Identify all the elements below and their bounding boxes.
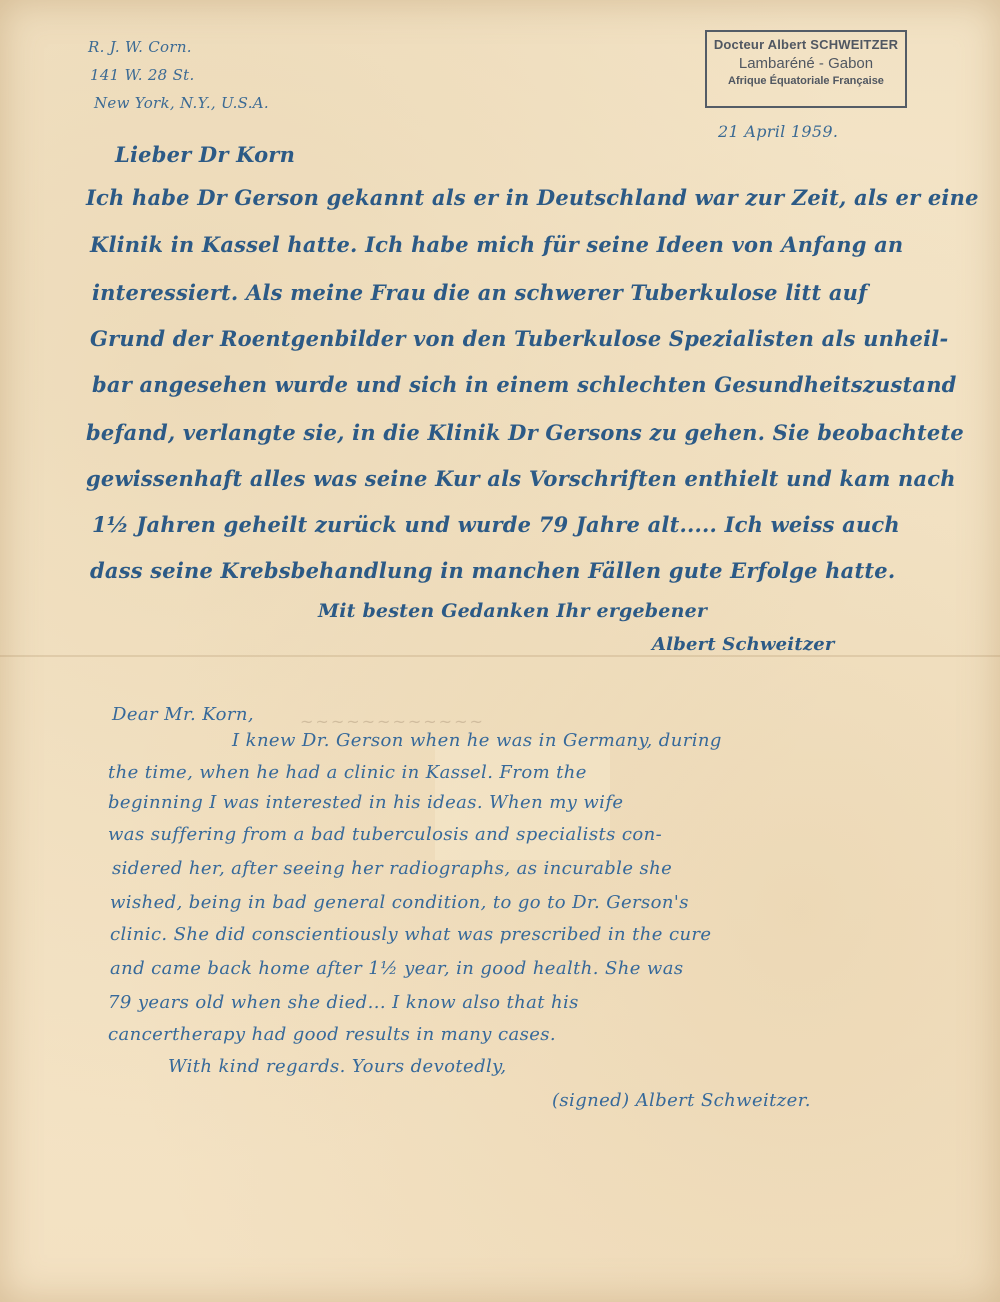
stamp-line2: Lambaréné - Gabon bbox=[738, 55, 874, 72]
english-line-9: 79 years old when she died... I know also that his bbox=[108, 992, 579, 1013]
schweitzer-stamp bbox=[705, 30, 907, 108]
letter-date: 21 April 1959. bbox=[718, 122, 839, 141]
german-signature: Albert Schweitzer bbox=[652, 634, 835, 655]
english-line-2: the time, when he had a clinic in Kassel. From the bbox=[108, 762, 587, 783]
english-line-6: wished, being in bad general condition, to go to Dr. Gerson's bbox=[110, 892, 689, 913]
german-line-1: Ich habe Dr Gerson gekannt als er in Deutschland war zur Zeit, als er eine bbox=[86, 185, 979, 210]
german-line-2: Klinik in Kassel hatte. Ich habe mich für seine Ideen von Anfang an bbox=[90, 232, 904, 257]
sender-address-line3: New York, N.Y., U.S.A. bbox=[94, 94, 269, 112]
sender-address-line2: 141 W. 28 St. bbox=[90, 66, 195, 84]
german-line-4: Grund der Roentgenbilder von den Tuberkulose Spezialisten als unheil- bbox=[90, 326, 949, 351]
english-line-4: was suffering from a bad tuberculosis and specialists con- bbox=[108, 824, 663, 845]
english-salutation: Dear Mr. Korn, bbox=[112, 704, 254, 725]
german-salutation: Lieber Dr Korn bbox=[115, 142, 296, 167]
english-signature: (signed) Albert Schweitzer. bbox=[552, 1090, 811, 1111]
english-closing: With kind regards. Yours devotedly, bbox=[168, 1056, 507, 1077]
german-line-7: gewissenhaft alles was seine Kur als Vorschriften enthielt und kam nach bbox=[86, 466, 956, 491]
german-line-9: dass seine Krebsbehandlung in manchen Fällen gute Erfolge hatte. bbox=[90, 558, 896, 583]
stamp-line3: Afrique Équatoriale Française bbox=[728, 75, 884, 87]
german-closing: Mit besten Gedanken Ihr ergebener bbox=[318, 600, 708, 622]
paper-fold-line bbox=[0, 655, 1000, 657]
english-line-8: and came back home after 1½ year, in good health. She was bbox=[110, 958, 684, 979]
sender-address-line1: R. J. W. Corn. bbox=[88, 38, 192, 56]
english-line-3: beginning I was interested in his ideas. When my wife bbox=[108, 792, 624, 813]
english-line-7: clinic. She did conscientiously what was prescribed in the cure bbox=[110, 924, 712, 945]
german-line-6: befand, verlangte sie, in die Klinik Dr Gersons zu gehen. Sie beobachtete bbox=[86, 420, 964, 445]
stamp-line1: Docteur Albert SCHWEITZER bbox=[713, 37, 899, 52]
german-line-8: 1½ Jahren geheilt zurück und wurde 79 Jahre alt..... Ich weiss auch bbox=[92, 512, 900, 537]
english-line-1: I knew Dr. Gerson when he was in Germany, during bbox=[232, 730, 722, 751]
faint-ghost-text: ~~~~~~~~~~~~ bbox=[300, 712, 485, 731]
english-line-10: cancertherapy had good results in many cases. bbox=[108, 1024, 557, 1045]
german-line-3: interessiert. Als meine Frau die an schwerer Tuberkulose litt auf bbox=[92, 280, 868, 305]
german-line-5: bar angesehen wurde und sich in einem schlechten Gesundheitszustand bbox=[92, 372, 957, 397]
english-line-5: sidered her, after seeing her radiographs, as incurable she bbox=[112, 858, 673, 879]
